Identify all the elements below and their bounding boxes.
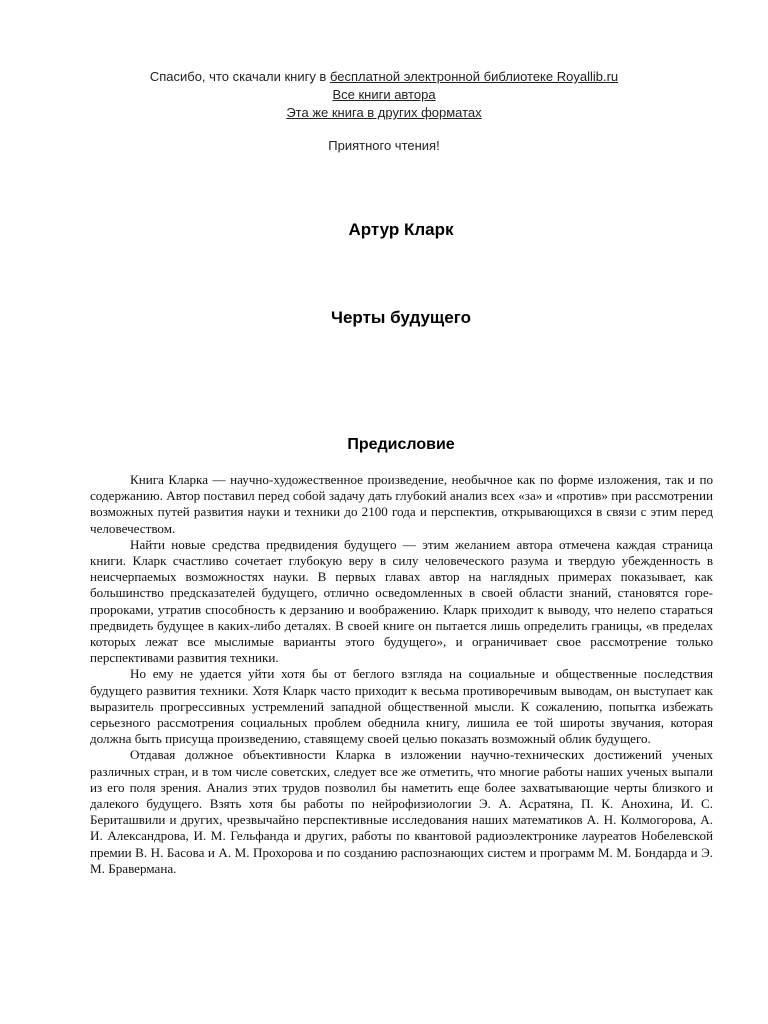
paragraph: Но ему не удается уйти хотя бы от беглого взгляда на социальные и общественные последствия будущего развития техники. Хотя Кларк часто приходит к весьма противоречивым выводам, он выступает как выразитель прогрессивных устремлений западной общественной мысли. К сожалению, попытка избежать серьезного рассмотрения социальных проблем обеднила книгу, лишила ее той широты звучания, которая должна быть присуща произведению, ставящему своей целью показать возможный облик будущего. — [90, 666, 713, 747]
author-name: Артур Кларк — [348, 220, 454, 239]
body-text — [90, 472, 713, 877]
paragraph: Найти новые средства предвидения будущего — этим желанием автора отмечена каждая страница книги. Кларк счастливо сочетает глубокую веру в силу человеческого разума и твердую убежденность в неисчерпаемых возможностях науки. В первых главах автор на наглядных примерах показывает, как большинство предсказателей будущего, отлично осведомленных в своей области знаний, становятся горе-пророками, утратив способность к дерзанию и воображению. Кларк приходит к выводу, что нелепо стараться предвидеть будущее в каких-либо деталях. В своей книге он пытается лишь определить границы, «в пределах которых лежат все мыслимые варианты этого будущего», и ограничивает свое рассмотрение только перспективами развития техники. — [90, 536, 713, 666]
greeting-text: Приятного чтения! — [328, 138, 440, 153]
thanks-line — [0, 68, 768, 86]
library-link[interactable]: бесплатной электронной библиотеке Royallib.ru — [329, 69, 619, 84]
paragraph: Отдавая должное объективности Кларка в изложении научно-технических достижений ученых различных стран, и в том числе советских, следует все же отметить, что многие работы наших ученых выпали из его поля зрения. Анализ этих трудов позволил бы наметить еще более захватывающие черты близкого и далекого будущего. Взять хотя бы работы по нейрофизиологии Э. А. Асратяна, П. К. Анохина, И. С. Бериташвили и других, чрезвычайно перспективные исследования наших математиков А. Н. Колмогорова, А. И. Александрова, И. М. Гельфанда и других, работы по квантовой радиоэлектронике лауреатов Нобелевской премии В. Н. Басова и А. М. Прохорова и по созданию распознающих систем и программ М. М. Бондарда и Э. М. Бравермана. — [90, 747, 713, 876]
paragraph: Книга Кларка — научно-художественное произведение, необычное как по форме изложения, так и по содержанию. Автор поставил перед собой задачу дать глубокий анализ всех «за» и «против» при рассмотрении возможных путей развития науки и техники до 2100 года и перспектив, открывающихся в связи с этим перед человечеством. — [90, 472, 713, 536]
download-header — [0, 68, 768, 122]
all-books-line — [0, 86, 768, 104]
all-books-link[interactable]: Все книги автора — [332, 87, 436, 102]
thanks-text: Спасибо, что скачали книгу в — [149, 69, 330, 84]
book-title: Черты будущего — [331, 308, 471, 327]
other-formats-line — [0, 104, 768, 122]
other-formats-link[interactable]: Эта же книга в других форматах — [286, 105, 482, 120]
section-title: Предисловие — [347, 436, 455, 453]
